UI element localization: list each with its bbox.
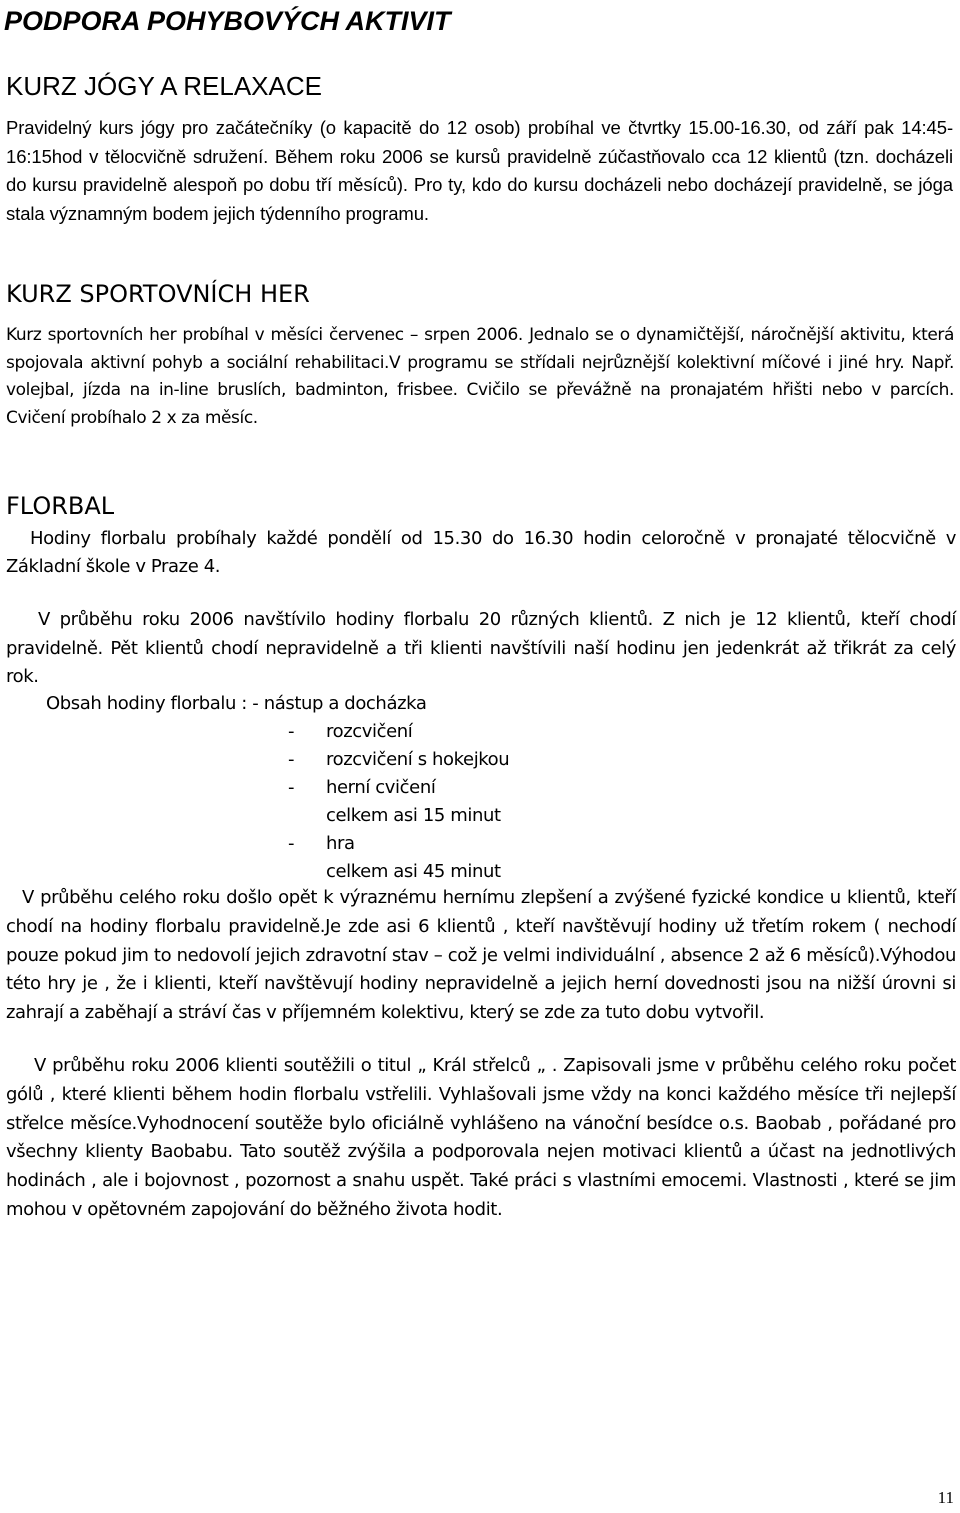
florbal-content-label: Obsah hodiny florbalu : <box>46 693 247 714</box>
florbal-content-item: rozcvičení s hokejkou <box>326 749 510 770</box>
florbal-heading: FLORBAL <box>6 492 115 520</box>
florbal-content-item: rozcvičení <box>326 721 413 742</box>
florbal-progress-paragraph: V průběhu celého roku došlo opět k výraznému hernímu zlepšení a zvýšené fyzické kondice u klientů, kteří chodí na hodiny florbalu pravidelně.Je zde asi 6 klientů , kteří navštěvují hodiny už třetím rokem ( nechodí pouze pokud jim to nedovolí jejich zdravotní stav – což je velmi individuální , absence 2 až 6 měsíců).Výhodou této hry je , že i klienti, kteří navštěvují hodiny nepravidelně a jejich herní dovednosti jsou na nižší úrovni si zahrají a zaběhají a stráví čas v příjemném kolektivu, který se zde za tuto dobu vytvořil. <box>6 887 956 1024</box>
florbal-schedule-paragraph: Hodiny florbalu probíhaly každé pondělí od 15.30 do 16.30 hodin celoročně v pronajaté tělocvičně v Základní škole v Praze 4. <box>6 528 956 577</box>
list-bullet: - <box>288 777 295 798</box>
florbal-content-item: celkem asi 15 minut <box>326 805 501 826</box>
list-bullet: - <box>288 749 295 770</box>
florbal-content-item: herní cvičení <box>326 777 436 798</box>
yoga-paragraph: Pravidelný kurs jógy pro začátečníky (o kapacitě do 12 osob) probíhal ve čtvrtky 15.00-16.30, od září pak 14:45-16:15hod v tělocvičně sdružení. Během roku 2006 se kursů pravidelně zúčastňovalo cca 12 klientů (tzn. docházeli do kursu pravidelně alespoň po dobu tří měsíců). Pro ty, kdo do kursu docházeli nebo docházejí pravidelně, se jóga stala významným bodem jejich týdenního programu. <box>6 117 953 224</box>
sports-heading: KURZ SPORTOVNÍCH HER <box>6 280 310 308</box>
sports-paragraph: Kurz sportovních her probíhal v měsíci červenec – srpen 2006. Jednalo se o dynamičtější, náročnější aktivitu, která spojovala aktivní pohyb a sociální rehabilitaci.V programu se střídali nejrůznější kolektivní míčové i jiné hry. Např. volejbal, jízda na in-line bruslích, badminton, frisbee. Cvičilo se převážně na pronajatém hřišti nebo v parcích. Cvičení probíhalo 2 x za měsíc. <box>6 325 954 429</box>
list-bullet: - <box>288 833 295 854</box>
florbal-content-item: hra <box>326 833 355 854</box>
florbal-competition-paragraph: V průběhu roku 2006 klienti soutěžili o titul „ Král střelců „ . Zapisovali jsme v průběhu celého roku počet gólů , které klienti během hodin florbalu vstřelili. Vyhlašovali jsme vždy na konci každého měsíce tři nejlepší střelce měsíce.Vyhodnocení soutěže bylo oficiálně vyhlášeno na vánoční besídce o.s. Baobab , pořádané pro všechny klienty Baobabu. Tato soutěž zvýšila a podporovala nejen motivaci klientů a účast na jednotlivých hodinách , ale i bojovnost , pozornost a snahu uspět. Také práci s vlastními emocemi. Vlastnosti , které se jim mohou v opětovném zapojování do běžného života hodit. <box>6 1055 956 1220</box>
florbal-content-item: celkem asi 45 minut <box>326 861 501 882</box>
florbal-attendance-paragraph: V průběhu roku 2006 navštívilo hodiny florbalu 20 různých klientů. Z nich je 12 klientů, kteří chodí pravidelně. Pět klientů chodí nepravidelně a tři klienti navštívili naší hodinu jen jedenkrát až třikrát za celý rok. <box>6 609 956 688</box>
florbal-content-item: - nástup a docházka <box>252 693 427 714</box>
florbal-content-line <box>46 690 426 718</box>
page-title: PODPORA POHYBOVÝCH AKTIVIT <box>4 6 451 36</box>
list-bullet: - <box>288 721 295 742</box>
yoga-heading: KURZ JÓGY A RELAXACE <box>6 71 322 101</box>
page-number: 11 <box>937 1488 954 1507</box>
